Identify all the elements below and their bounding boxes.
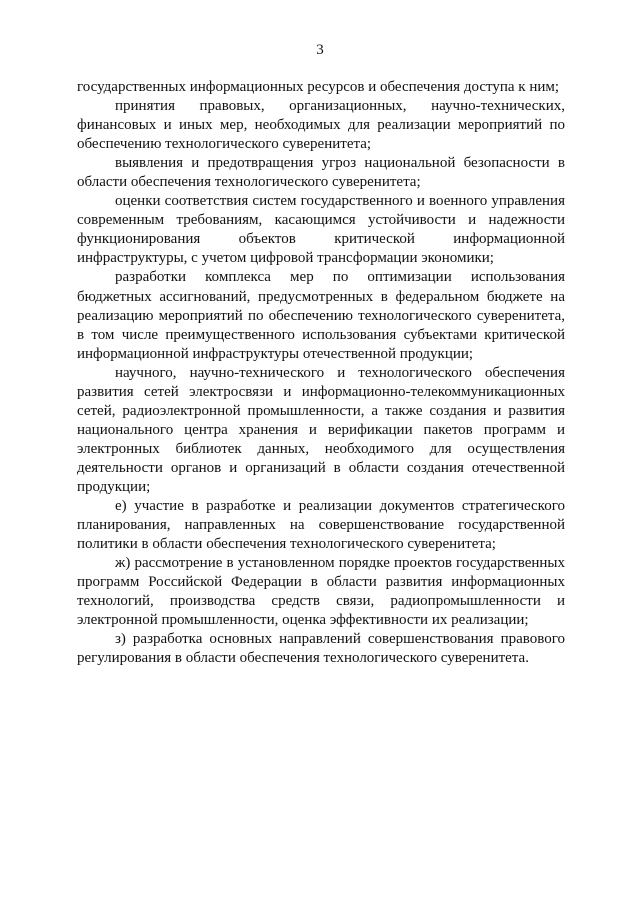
- list-item-e: е) участие в разработке и реализации документов стратегического планирования, направленных на совершенствование государственной политики в области обеспечения технологического суверенитета;: [77, 498, 565, 553]
- paragraph: научного, научно-технического и технологического обеспечения развития сетей электросвязи и информационно-телекоммуникационных сетей, радиоэлектронной промышленности, а также создания и развития национального центра хранения и верификации пакетов программ и электронных библиотек данных, необходимого для осуществления деятельности органов и организаций в области создания отечественной продукции;: [77, 364, 565, 495]
- list-item-z: з) разработка основных направлений совершенствования правового регулирования в области обеспечения технологического суверенитета.: [77, 631, 565, 667]
- paragraph: принятия правовых, организационных, научно-технических, финансовых и иных мер, необходимых для реализации мероприятий по обеспечению технологического суверенитета;: [77, 98, 565, 153]
- list-item-zh: ж) рассмотрение в установленном порядке проектов государственных программ Российской Федерации в области развития информационных технологий, производства средств связи, радиопромышленности и электронной промышленности, оценка эффективности их реализации;: [77, 555, 565, 629]
- document-body: [77, 78, 565, 668]
- paragraph: выявления и предотвращения угроз национальной безопасности в области обеспечения технологического суверенитета;: [77, 155, 565, 191]
- paragraph: оценки соответствия систем государственного и военного управления современным требованиям, касающимся устойчивости и надежности функционирования объектов критической информационной инфраструктуры, с учетом цифровой трансформации экономики;: [77, 193, 565, 267]
- paragraph: разработки комплекса мер по оптимизации использования бюджетных ассигнований, предусмотренных в федеральном бюджете на реализацию мероприятий по обеспечению технологического суверенитета, в том числе преимущественного использования субъектами критической информационной инфраструктуры отечественной продукции;: [77, 269, 565, 362]
- paragraph: государственных информационных ресурсов и обеспечения доступа к ним;: [77, 79, 560, 95]
- page-number: 3: [316, 42, 324, 58]
